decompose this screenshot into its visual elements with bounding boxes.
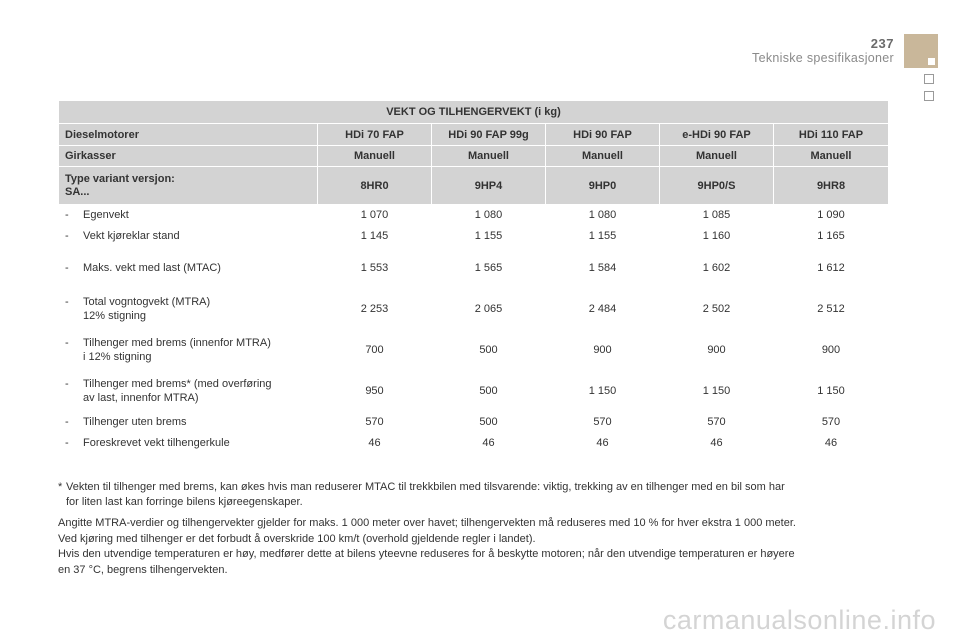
gearbox-cell: Manuell <box>774 146 889 167</box>
table-row <box>59 226 889 247</box>
value-cell: 500 <box>432 371 546 412</box>
row-label-text: Foreskrevet vekt tilhengerkule <box>83 437 230 449</box>
type-cell: 8HR0 <box>318 167 432 205</box>
type-label-line1: Type variant versjon: <box>65 172 175 185</box>
row-label: - Total vogntogvekt (MTRA) 12% stigning <box>59 289 318 330</box>
row-label-text: Maks. vekt med last (MTAC) <box>83 261 221 274</box>
value-cell: 2 512 <box>774 289 889 330</box>
table-title: VEKT OG TILHENGERVEKT (i kg) <box>59 101 889 124</box>
page-header <box>752 36 894 65</box>
value-cell: 570 <box>546 412 660 433</box>
engine-cell: HDi 90 FAP <box>546 124 660 146</box>
engine-cell: e-HDi 90 FAP <box>660 124 774 146</box>
row-label-text: av last, innenfor MTRA) <box>83 392 199 404</box>
value-cell: 1 145 <box>318 226 432 247</box>
row-label: - Tilhenger uten brems <box>59 412 318 433</box>
value-cell: 1 584 <box>546 247 660 289</box>
value-cell: 1 150 <box>546 371 660 412</box>
value-cell: 1 155 <box>432 226 546 247</box>
row-label: - Tilhenger med brems* (med overføring av last, innenfor MTRA) <box>59 371 318 412</box>
row-label-text: Tilhenger med brems* (med overføring <box>83 378 272 390</box>
row-label-text: 12% stigning <box>83 310 146 322</box>
table-row <box>59 289 889 330</box>
table-row <box>59 330 889 371</box>
row-label-text: Tilhenger med brems (innenfor MTRA) <box>83 337 271 349</box>
row-label: - Vekt kjøreklar stand <box>59 226 318 247</box>
tab-box <box>924 74 934 84</box>
value-cell: 2 065 <box>432 289 546 330</box>
type-cell: 9HR8 <box>774 167 889 205</box>
value-cell: 900 <box>546 330 660 371</box>
note-line: Hvis den utvendige temperaturen er høy, medfører dette at bilens yteevne reduseres for å beskytte motoren; når den utvendige temperaturen er høyere <box>58 548 795 560</box>
value-cell: 1 565 <box>432 247 546 289</box>
value-cell: 570 <box>318 412 432 433</box>
value-cell: 1 160 <box>660 226 774 247</box>
watermark: carmanualsonline.info <box>662 605 936 635</box>
type-row <box>59 167 889 205</box>
engine-row <box>59 124 889 146</box>
value-cell: 1 612 <box>774 247 889 289</box>
note-line: en 37 °C, begrens tilhengervekten. <box>58 563 228 576</box>
engine-cell: HDi 70 FAP <box>318 124 432 146</box>
type-cell: 9HP0 <box>546 167 660 205</box>
value-cell: 46 <box>318 433 432 454</box>
value-cell: 1 165 <box>774 226 889 247</box>
value-cell: 1 602 <box>660 247 774 289</box>
weight-table <box>58 100 889 454</box>
value-cell: 1 080 <box>546 205 660 226</box>
value-cell: 950 <box>318 371 432 412</box>
gearbox-label: Girkasser <box>59 146 318 167</box>
table-title-row <box>59 101 889 124</box>
value-cell: 500 <box>432 412 546 433</box>
value-cell: 1 080 <box>432 205 546 226</box>
value-cell: 46 <box>774 433 889 454</box>
table-row <box>59 412 889 433</box>
value-cell: 900 <box>774 330 889 371</box>
note-line: Angitte MTRA-verdier og tilhengervekter gjelder for maks. 1 000 meter over havet; tilhengervekten må reduseres med 10 % for hver ekstra 1 000 meter. <box>58 517 796 529</box>
section-title: Tekniske spesifikasjoner <box>752 51 894 65</box>
value-cell: 1 150 <box>774 371 889 412</box>
type-label-line2: SA... <box>65 185 90 198</box>
table-row <box>59 371 889 412</box>
footnote <box>58 480 888 510</box>
gearbox-cell: Manuell <box>318 146 432 167</box>
value-cell: 1 085 <box>660 205 774 226</box>
value-cell: 500 <box>432 330 546 371</box>
value-cell: 570 <box>774 412 889 433</box>
value-cell: 1 090 <box>774 205 889 226</box>
engine-cell: HDi 110 FAP <box>774 124 889 146</box>
table-row <box>59 433 889 454</box>
page-number: 237 <box>870 36 894 51</box>
row-label-text: Total vogntogvekt (MTRA) <box>83 296 211 308</box>
tab-mark <box>928 58 935 65</box>
row-label: - Egenvekt <box>59 205 318 226</box>
row-label-text: i 12% stigning <box>83 351 152 363</box>
tab-box <box>924 91 934 101</box>
value-cell: 900 <box>660 330 774 371</box>
row-label: - Maks. vekt med last (MTAC) <box>59 247 318 289</box>
value-cell: 46 <box>432 433 546 454</box>
value-cell: 46 <box>546 433 660 454</box>
footnote-line: for liten last kan forringe bilens kjøreegenskaper. <box>66 496 303 508</box>
engine-label: Dieselmotorer <box>59 124 318 146</box>
value-cell: 2 253 <box>318 289 432 330</box>
row-label: - Foreskrevet vekt tilhengerkule <box>59 433 318 454</box>
value-cell: 46 <box>660 433 774 454</box>
gearbox-row <box>59 146 889 167</box>
asterisk: * <box>58 481 63 493</box>
value-cell: 2 502 <box>660 289 774 330</box>
type-cell: 9HP4 <box>432 167 546 205</box>
notes <box>58 516 898 578</box>
value-cell: 570 <box>660 412 774 433</box>
row-label-text: Vekt kjøreklar stand <box>83 230 180 242</box>
table-row <box>59 247 889 289</box>
value-cell: 1 553 <box>318 247 432 289</box>
row-label: - Tilhenger med brems (innenfor MTRA) i 12% stigning <box>59 330 318 371</box>
type-cell: 9HP0/S <box>660 167 774 205</box>
row-label-text: Tilhenger uten brems <box>83 416 187 428</box>
section-tab <box>904 34 938 68</box>
row-label-text: Egenvekt <box>83 209 129 221</box>
table-row <box>59 205 889 226</box>
note-line: Ved kjøring med tilhenger er det forbudt å overskride 100 km/t (overhold gjeldende regler i landet). <box>58 532 536 545</box>
engine-cell: HDi 90 FAP 99g <box>432 124 546 146</box>
value-cell: 1 150 <box>660 371 774 412</box>
value-cell: 700 <box>318 330 432 371</box>
value-cell: 1 070 <box>318 205 432 226</box>
value-cell: 1 155 <box>546 226 660 247</box>
footnote-line: Vekten til tilhenger med brems, kan økes hvis man reduserer MTAC til trekkbilen med tilsvarende: viktig, trekking av en tilhenger med en bil som har <box>66 481 785 493</box>
gearbox-cell: Manuell <box>546 146 660 167</box>
gearbox-cell: Manuell <box>660 146 774 167</box>
value-cell: 2 484 <box>546 289 660 330</box>
type-label <box>59 167 318 205</box>
gearbox-cell: Manuell <box>432 146 546 167</box>
